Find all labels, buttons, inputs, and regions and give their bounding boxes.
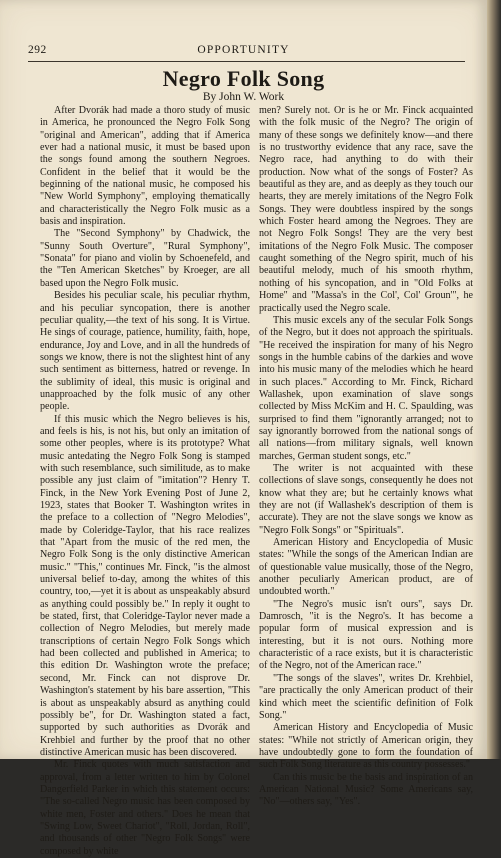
left-column (40, 105, 250, 858)
paragraph: "The songs of the slaves", writes Dr. Krehbiel, "are practically the only American product of their kind which meet the scientific definition of Folk Song." (259, 672, 473, 721)
paragraph: After Dvorák had made a thoro study of music in America, he pronounced the Negro Folk Song "original and American", adding that if America ever had a national music, it must be based upon the songs found among the southern Negroes. Confident in the belief that it would be the beginning of the national music, he composed his "New World Symphony", employing thematically and characteristically the Negro Folk music as a basis and inspiration. (40, 105, 250, 228)
running-head: OPPORTUNITY (197, 44, 290, 56)
paragraph: If this music which the Negro believes is his, and feels is his, is not his, but only an imitation of some other peoples, where is its prototype? What music antedating the Negro Folk Song is stamped with such resemblance, such similitude, as to make possible any just claim of "imitation"? Henry T. Finck, in the New York Evening Post of June 2, 1923, states that Booker T. Washington writes in the preface to a collection of "Negro Melodies", made by Coleridge-Taylor, that his race realizes that "Apart from the music of the red men, the Negro Folk Song is the only distinctive American music." "This," continues Mr. Finck, "is the almost universal belief to-day, among the whites of this country, too,—yet it is about as unspeakably absurd as anything could possibly be." In reply it ought to be stated, first, that Coleridge-Taylor never made a collection of Negro Melodies, but merely made transcriptions of certain Negro Folk Songs which had been collected and published in America; to this edition Dr. Washington wrote the preface; second, Mr. Finck can not disprove Dr. Washington's statement by his bare assertion, "This is about as unspeakably absurd as anything could possibly be", for Dr. Washington stated a fact, supported by such authorities as Dvorák and Krehbiel and further by the proof that no other distinctive American music has been discovered. (40, 413, 250, 758)
article-byline: By John W. Work (202, 91, 285, 103)
paragraph: Mr. Finck quotes with much satisfaction and approval, from a letter written to him by Colonel Dangerfield Parker in which this statement occurs: "The so-called Negro music has been composed by white men, Foster and others." Does he mean that "Swing Low, Sweet Chariot", "Roll, Jordan, Roll", and thousands of other "Negro Folk Songs" were composed by white (40, 759, 250, 857)
page-number: 292 (28, 44, 47, 56)
paragraph: American History and Encyclopedia of Music states: "While the songs of the American Indian are of questionable value musically, those of the Negro, another peculiarly American product, are of undoubted worth." (259, 537, 473, 598)
paragraph: The writer is not acquainted with these collections of slave songs, consequently he does not know what they are; but he certainly knows what they are not (if Wallashek's description of them is accurate). They are not the slave songs we know as "Negro Folk Songs" or "Spirituals". (259, 462, 473, 536)
paragraph: This music excels any of the secular Folk Songs of the Negro, but it does not approach the spirituals. "He received the inspiration for many of his Negro songs in the humble cabins of the darkies and wove into his music many of the melodies which he heard in such places." According to Mr. Finck, Richard Wallashek, upon examination of slave songs collected by Miss McKim and H. C. Spaulding, was surprised to find them "ignorantly arranged; not to say ignorantly borrowed from the national songs of all nations—from military signals, well known marches, German student songs, etc." (259, 314, 473, 462)
paragraph: American History and Encyclopedia of Music states: "While not strictly of American origin, they have undoubtedly gone to form the foundation of such Folk Song literature as this country possesses." (259, 722, 473, 771)
right-column (259, 105, 473, 809)
paragraph: Can this music be the basis and inspiration of an American National Music? Some Americans say, "No"—others say, "Yes". (259, 771, 473, 808)
article-title: Negro Folk Song (162, 66, 325, 91)
book-spine-edge (487, 0, 501, 759)
paragraph: "The Negro's music isn't ours", says Dr. Damrosch, "it is the Negro's. It has become a popular form of musical expression and is interesting, but it is not ours. Nothing more characteristic of a race exists, but it is characteristic of the Negro, not of the American race." (259, 598, 473, 672)
paragraph: men? Surely not. Or is he or Mr. Finck acquainted with the folk music of the Negro? The origin of many of these songs we definitely know—and there is no trustworthy evidence that any race, save the Negro race, had anything to do with their production. Now what of the songs of Foster? As beautiful as they are, and as deeply as they touch our hearts, they are merely imitations of the Negro Folk Songs. They were doubtless inspired by the songs which Foster heard among the Negroes. They are not Negro Folk Songs! They are the very best imitations of the Negro Folk Music. The composer caught something of the Negro spirit, much of his beautiful melody, much of his smooth rhythm, nothing of his syncopation, and in "Old Folks at Home" and "Massa's in the Col', Col' Groun'", he practically used the Negro scale. (259, 105, 473, 314)
paragraph: The "Second Symphony" by Chadwick, the "Sunny South Overture", "Rural Symphony", "Sonata" for piano and violin by Schoenefeld, and the "Ten American Sketches" by Kroeger, are all based upon the Negro Folk music. (40, 228, 250, 289)
header-rule (28, 61, 465, 62)
paragraph: Besides his peculiar scale, his peculiar rhythm, and his peculiar syncopation, there is another peculiar quality,—the text of his song. It is Virtue. He sings of courage, patience, humility, faith, hope, endurance, Joy and Love, and in all the hundreds of songs we know, there is not the slightest hint of any such sentiment as bitterness, hatred or revenge. In the sublimity of ideal, this music is original and unapproached by the folk music of any other people. (40, 290, 250, 413)
